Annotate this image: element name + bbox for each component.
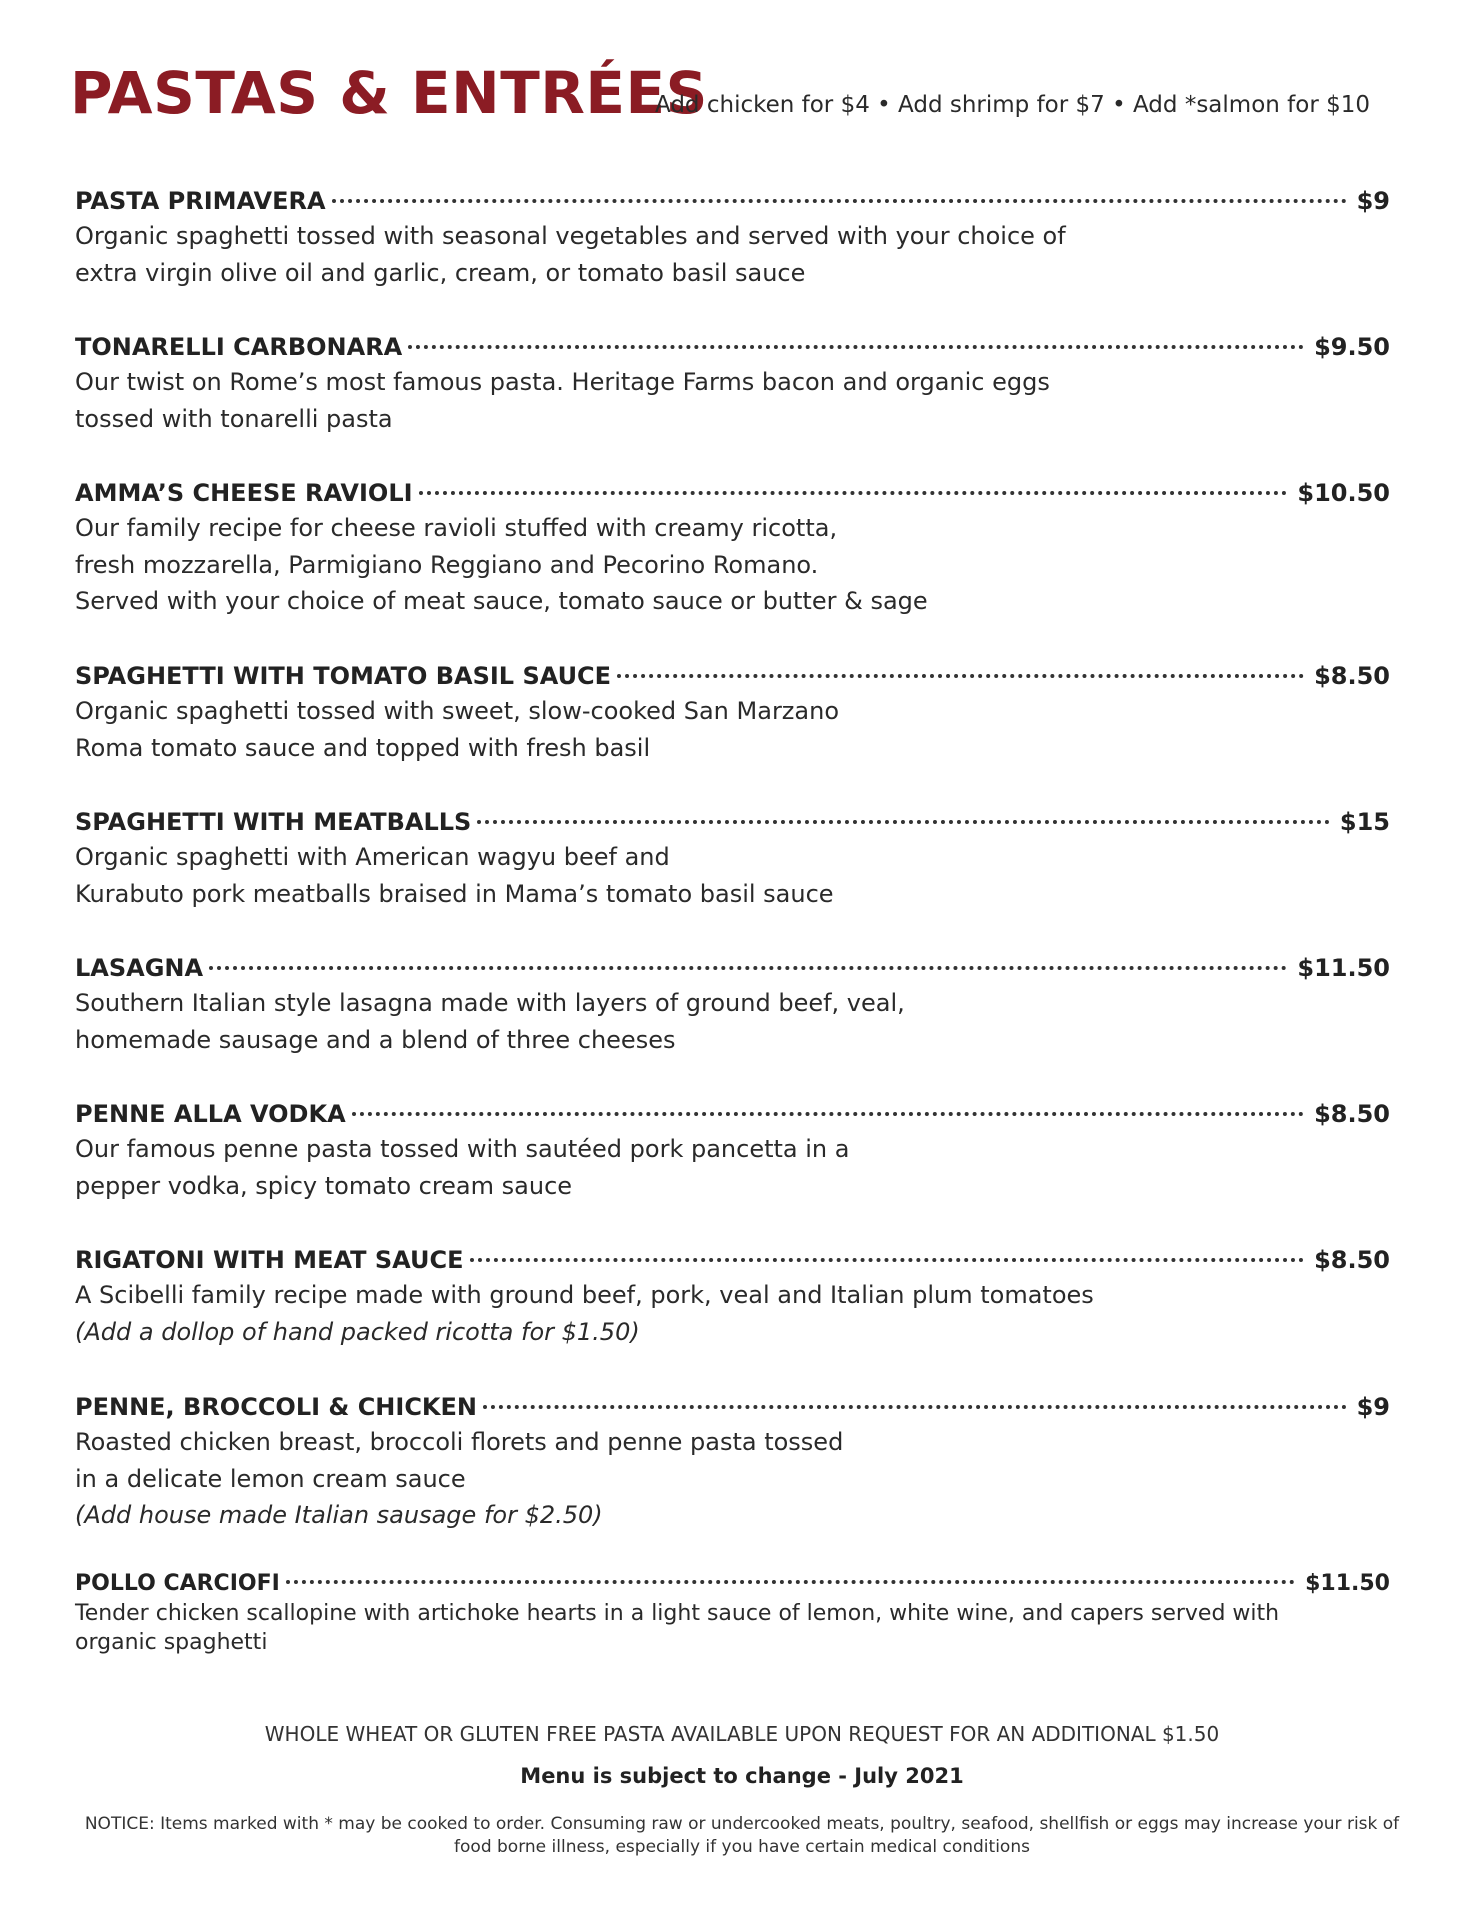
menu-item-price: $9 xyxy=(1356,1393,1390,1421)
menu-item-description: Roasted chicken breast, broccoli florets and penne pasta tossed xyxy=(75,1428,844,1456)
page-title: PASTAS & ENTRÉES xyxy=(70,59,708,127)
menu-item xyxy=(75,1243,1390,1350)
menu-item-price: $8.50 xyxy=(1314,1100,1390,1128)
dot-leader xyxy=(470,1258,1305,1262)
menu-item-description: extra virgin olive oil and garlic, cream, or tomato basil sauce xyxy=(75,258,806,287)
menu-item-price: $8.50 xyxy=(1314,662,1390,690)
menu-item-description: fresh mozzarella, Parmigiano Reggiano and Pecorino Romano. xyxy=(75,550,819,579)
menu-header xyxy=(70,58,1370,128)
menu-item-header xyxy=(75,659,1390,693)
menu-item-addon-note: (Add a dollop of hand packed ricotta for $1.50) xyxy=(75,1317,640,1346)
menu-item-name: SPAGHETTI WITH MEATBALLS xyxy=(75,808,472,836)
menu-item-header xyxy=(75,1390,1390,1424)
menu-item-description: Kurabuto pork meatballs braised in Mama’s tomato basil sauce xyxy=(75,879,834,908)
dot-leader xyxy=(617,674,1304,678)
menu-item-name: AMMA’S CHEESE RAVIOLI xyxy=(75,479,413,507)
menu-item-price: $9 xyxy=(1356,187,1390,215)
menu-item-description: in a delicate lemon cream sauce xyxy=(75,1464,466,1493)
dot-leader xyxy=(483,1405,1347,1409)
menu-item-header xyxy=(75,951,1390,985)
menu-item-price: $11.50 xyxy=(1305,1571,1390,1596)
menu-item-description: homemade sausage and a blend of three cheeses xyxy=(75,1025,676,1054)
menu-item xyxy=(75,1390,1390,1534)
menu-item-description: tossed with tonarelli pasta xyxy=(75,404,393,433)
menu-item-price: $9.50 xyxy=(1314,333,1390,361)
menu-item-description: Organic spaghetti tossed with seasonal vegetables and served with your choice of xyxy=(75,222,1066,250)
protein-addons: Add chicken for $4 • Add shrimp for $7 • Add *salmon for $10 xyxy=(655,92,1370,118)
dot-leader xyxy=(286,1580,1295,1584)
menu-item-price: $15 xyxy=(1339,808,1390,836)
menu-item-description: pepper vodka, spicy tomato cream sauce xyxy=(75,1171,573,1200)
menu-item-price: $8.50 xyxy=(1314,1246,1390,1274)
menu-item-header xyxy=(75,1569,1390,1599)
menu-item-description: Our famous penne pasta tossed with sautéed pork pancetta in a xyxy=(75,1135,850,1163)
menu-item xyxy=(75,476,1390,620)
dot-leader xyxy=(209,966,1287,970)
menu-item-header xyxy=(75,330,1390,364)
dot-leader xyxy=(332,199,1347,203)
menu-item xyxy=(75,1569,1390,1657)
dot-leader xyxy=(419,491,1288,495)
menu-change-note: Menu is subject to change - July 2021 xyxy=(520,1764,964,1788)
menu-item-name: POLLO CARCIOFI xyxy=(75,1571,280,1596)
menu-item-name: LASAGNA xyxy=(75,954,204,982)
menu-item-description: Organic spaghetti with American wagyu beef and xyxy=(75,843,670,871)
menu-item-name: TONARELLI CARBONARA xyxy=(75,333,403,361)
menu-item-header xyxy=(75,184,1390,218)
menu-item-header xyxy=(75,1243,1390,1277)
menu-item-name: PENNE ALLA VODKA xyxy=(75,1100,346,1128)
menu-item-description: Organic spaghetti tossed with sweet, slow-cooked San Marzano xyxy=(75,697,840,725)
menu-item-description: Southern Italian style lasagna made with layers of ground beef, veal, xyxy=(75,989,905,1017)
menu-item-description: Tender chicken scallopine with artichoke hearts in a light sauce of lemon, white wine, and capers served with xyxy=(75,1601,1280,1626)
menu-item xyxy=(75,805,1390,912)
menu-item-addon-note: (Add house made Italian sausage for $2.50) xyxy=(75,1501,603,1529)
menu-item xyxy=(75,951,1390,1058)
gluten-free-note: WHOLE WHEAT OR GLUTEN FREE PASTA AVAILABLE UPON REQUEST FOR AN ADDITIONAL $1.50 xyxy=(264,1722,1220,1746)
dot-leader xyxy=(408,345,1304,349)
menu-item-name: PASTA PRIMAVERA xyxy=(75,187,326,215)
menu-item-name: PENNE, BROCCOLI & CHICKEN xyxy=(75,1393,478,1421)
menu-item xyxy=(75,330,1390,437)
menu-item-description: Our family recipe for cheese ravioli stuffed with creamy ricotta, xyxy=(75,514,838,542)
menu-item xyxy=(75,659,1390,766)
dot-leader xyxy=(352,1112,1304,1116)
health-notice: NOTICE: Items marked with * may be cooked to order. Consuming raw or undercooked meats, poultry, seafood, shellfish or eggs may increase your risk of food borne illness, especially if you have certain medical conditions xyxy=(84,1814,1400,1857)
menu-item-description: Our twist on Rome’s most famous pasta. Heritage Farms bacon and organic eggs xyxy=(75,368,1050,396)
menu-item xyxy=(75,1097,1390,1204)
menu-item-header xyxy=(75,1097,1390,1131)
menu-item-header xyxy=(75,476,1390,510)
menu-item-price: $10.50 xyxy=(1297,479,1390,507)
menu-item-description: Served with your choice of meat sauce, tomato sauce or butter & sage xyxy=(75,587,928,615)
dot-leader xyxy=(477,820,1330,824)
menu-item-description: A Scibelli family recipe made with ground beef, pork, veal and Italian plum tomatoes xyxy=(75,1281,1094,1309)
menu-item xyxy=(75,184,1390,291)
menu-item-description: Roma tomato sauce and topped with fresh basil xyxy=(75,733,651,762)
menu-item-header xyxy=(75,805,1390,839)
menu-item-name: RIGATONI WITH MEAT SAUCE xyxy=(75,1246,464,1274)
menu-item-name: SPAGHETTI WITH TOMATO BASIL SAUCE xyxy=(75,662,612,690)
menu-item-price: $11.50 xyxy=(1297,954,1390,982)
menu-item-description: organic spaghetti xyxy=(75,1630,268,1655)
